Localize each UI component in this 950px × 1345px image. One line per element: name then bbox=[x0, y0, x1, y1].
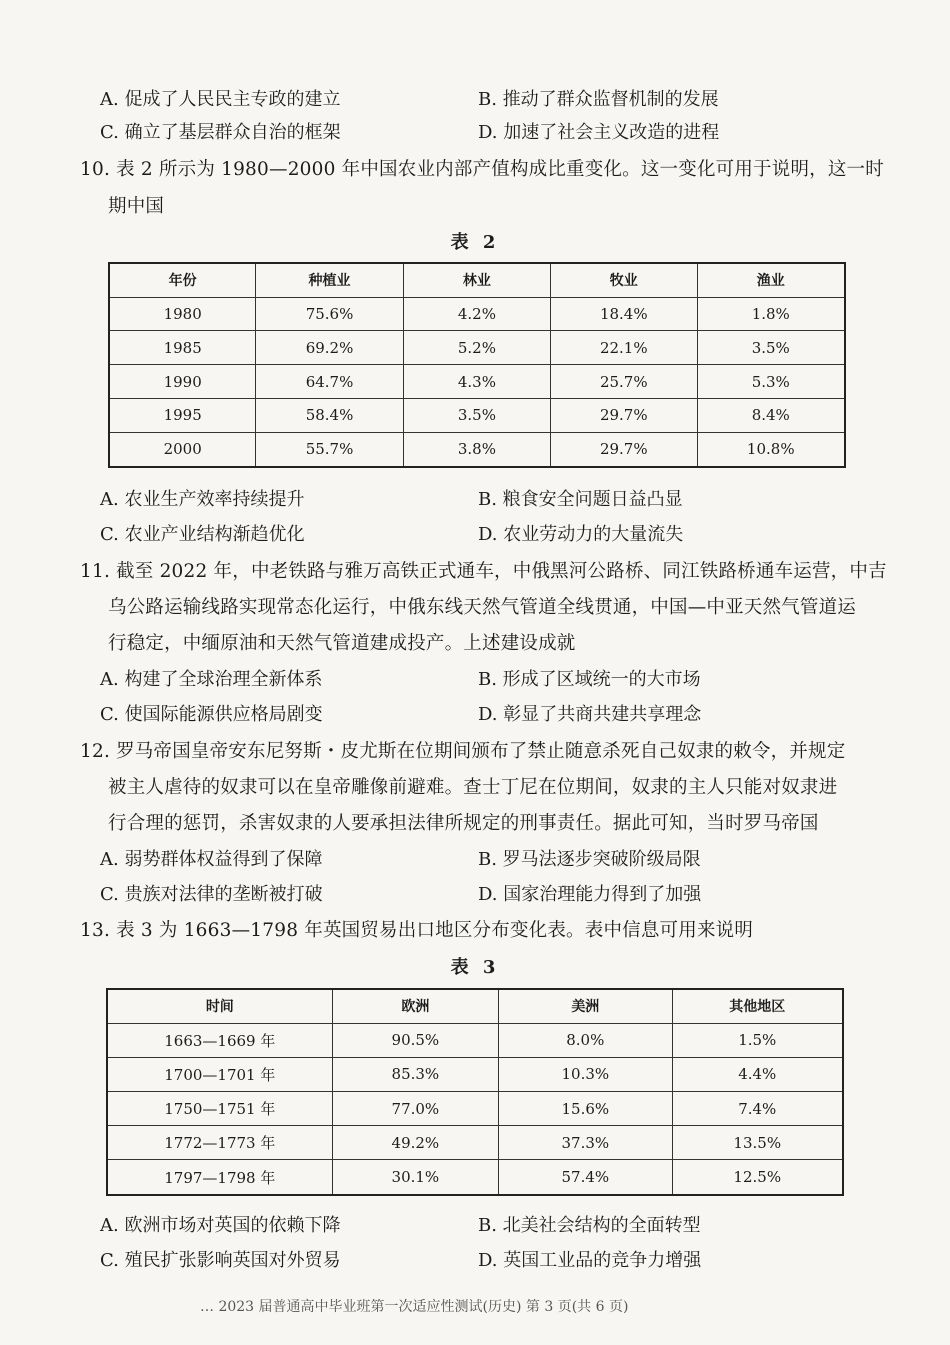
table-cell: 2000 bbox=[109, 432, 256, 467]
table-cell: 1995 bbox=[109, 398, 256, 432]
q9-option-d: D. 加速了社会主义改造的进程 bbox=[478, 122, 720, 143]
table-cell: 1.5% bbox=[672, 1023, 843, 1057]
table-2-caption: 表 2 bbox=[450, 232, 500, 253]
table-cell: 29.7% bbox=[551, 432, 697, 467]
q12-options-row-2 bbox=[100, 880, 860, 910]
table-row bbox=[107, 1091, 843, 1125]
table-cell: 5.2% bbox=[403, 331, 550, 365]
table-cell: 8.0% bbox=[499, 1023, 672, 1057]
q13-option-b: B. 北美社会结构的全面转型 bbox=[478, 1215, 701, 1236]
table-cell: 1700—1701 年 bbox=[107, 1057, 332, 1091]
table-cell: 10.8% bbox=[697, 432, 845, 467]
q13-option-d: D. 英国工业品的竞争力增强 bbox=[478, 1250, 702, 1271]
table-3-header-row bbox=[107, 989, 843, 1023]
q9-option-b: B. 推动了群众监督机制的发展 bbox=[478, 89, 719, 110]
table-cell: 37.3% bbox=[499, 1126, 672, 1160]
table-row bbox=[109, 432, 845, 467]
table-cell: 1750—1751 年 bbox=[107, 1091, 332, 1125]
table-cell: 49.2% bbox=[332, 1126, 498, 1160]
table-cell: 4.3% bbox=[403, 365, 550, 399]
q10-stem-line-1: 10. 表 2 所示为 1980—2000 年中国农业内部产值构成比重变化。这一变化可用于说明，这一时 bbox=[80, 159, 884, 180]
table-cell: 22.1% bbox=[551, 331, 697, 365]
table-row bbox=[107, 1126, 843, 1160]
table-cell: 55.7% bbox=[256, 432, 403, 467]
table-row bbox=[109, 331, 845, 365]
table-cell: 1980 bbox=[109, 297, 256, 331]
table-row bbox=[109, 297, 845, 331]
table-cell: 64.7% bbox=[256, 365, 403, 399]
table-row bbox=[107, 1160, 843, 1195]
table-cell: 77.0% bbox=[332, 1091, 498, 1125]
table-cell: 75.6% bbox=[256, 297, 403, 331]
q13-options-row-2 bbox=[100, 1246, 860, 1276]
table-2-header-year: 年份 bbox=[109, 263, 256, 297]
q12-option-a: A. 弱势群体权益得到了保障 bbox=[100, 849, 323, 870]
table-cell: 1772—1773 年 bbox=[107, 1126, 332, 1160]
q9-options-row-1 bbox=[100, 85, 860, 115]
table-cell: 3.5% bbox=[697, 331, 845, 365]
table-2-header-forestry: 林业 bbox=[403, 263, 550, 297]
table-row bbox=[107, 1057, 843, 1091]
table-cell: 1985 bbox=[109, 331, 256, 365]
q13-stem-line-1: 13. 表 3 为 1663—1798 年英国贸易出口地区分布变化表。表中信息可用来说明 bbox=[80, 920, 754, 941]
table-cell: 8.4% bbox=[697, 398, 845, 432]
table-3-header-period: 时间 bbox=[107, 989, 332, 1023]
table-cell: 7.4% bbox=[672, 1091, 843, 1125]
table-3 bbox=[106, 988, 844, 1196]
q9-options-row-2 bbox=[100, 118, 860, 148]
table-2-header-row bbox=[109, 263, 845, 297]
q11-stem-line-2: 乌公路运输线路实现常态化运行，中俄东线天然气管道全线贯通，中国—中亚天然气管道运 bbox=[108, 597, 857, 618]
table-2-header-livestock: 牧业 bbox=[551, 263, 697, 297]
table-3-caption: 表 3 bbox=[450, 957, 500, 978]
table-row bbox=[109, 398, 845, 432]
table-row bbox=[107, 1023, 843, 1057]
q11-option-b: B. 形成了区域统一的大市场 bbox=[478, 669, 701, 690]
table-cell: 13.5% bbox=[672, 1126, 843, 1160]
table-cell: 1663—1669 年 bbox=[107, 1023, 332, 1057]
q10-option-b: B. 粮食安全问题日益凸显 bbox=[478, 489, 683, 510]
q12-option-b: B. 罗马法逐步突破阶级局限 bbox=[478, 849, 701, 870]
q10-options-row-1 bbox=[100, 485, 860, 515]
q12-stem-line-3: 行合理的惩罚，杀害奴隶的人要承担法律所规定的刑事责任。据此可知，当时罗马帝国 bbox=[108, 813, 819, 834]
table-3-header-europe: 欧洲 bbox=[332, 989, 498, 1023]
q10-option-a: A. 农业生产效率持续提升 bbox=[100, 489, 305, 510]
table-cell: 29.7% bbox=[551, 398, 697, 432]
table-cell: 15.6% bbox=[499, 1091, 672, 1125]
table-cell: 4.2% bbox=[403, 297, 550, 331]
table-cell: 25.7% bbox=[551, 365, 697, 399]
q13-option-c: C. 殖民扩张影响英国对外贸易 bbox=[100, 1250, 341, 1271]
q11-option-d: D. 彰显了共商共建共享理念 bbox=[478, 704, 702, 725]
table-cell: 4.4% bbox=[672, 1057, 843, 1091]
page-footer: … 2023 届普通高中毕业班第一次适应性测试(历史) 第 3 页(共 6 页) bbox=[200, 1299, 629, 1315]
q10-stem-line-2: 期中国 bbox=[108, 196, 165, 217]
q10-option-d: D. 农业劳动力的大量流失 bbox=[478, 524, 684, 545]
q11-options-row-1 bbox=[100, 665, 860, 695]
q13-options-row-1 bbox=[100, 1211, 860, 1241]
table-cell: 18.4% bbox=[551, 297, 697, 331]
table-cell: 90.5% bbox=[332, 1023, 498, 1057]
q11-option-a: A. 构建了全球治理全新体系 bbox=[100, 669, 323, 690]
table-cell: 12.5% bbox=[672, 1160, 843, 1195]
table-cell: 58.4% bbox=[256, 398, 403, 432]
table-cell: 3.8% bbox=[403, 432, 550, 467]
q12-stem-line-1: 12. 罗马帝国皇帝安东尼努斯・皮尤斯在位期间颁布了禁止随意杀死自己奴隶的敕令，并规定 bbox=[80, 741, 846, 762]
q10-option-c: C. 农业产业结构渐趋优化 bbox=[100, 524, 305, 545]
table-cell: 1797—1798 年 bbox=[107, 1160, 332, 1195]
q12-option-d: D. 国家治理能力得到了加强 bbox=[478, 884, 702, 905]
q9-option-c: C. 确立了基层群众自治的框架 bbox=[100, 122, 341, 143]
q10-options-row-2 bbox=[100, 520, 860, 550]
table-cell: 57.4% bbox=[499, 1160, 672, 1195]
table-cell: 3.5% bbox=[403, 398, 550, 432]
table-row bbox=[109, 365, 845, 399]
table-2 bbox=[108, 262, 846, 468]
q11-option-c: C. 使国际能源供应格局剧变 bbox=[100, 704, 323, 725]
table-cell: 10.3% bbox=[499, 1057, 672, 1091]
table-cell: 85.3% bbox=[332, 1057, 498, 1091]
table-cell: 30.1% bbox=[332, 1160, 498, 1195]
q12-stem-line-2: 被主人虐待的奴隶可以在皇帝雕像前避难。查士丁尼在位期间，奴隶的主人只能对奴隶进 bbox=[108, 777, 838, 798]
q13-option-a: A. 欧洲市场对英国的依赖下降 bbox=[100, 1215, 341, 1236]
table-3-header-other: 其他地区 bbox=[672, 989, 843, 1023]
q11-stem-line-1: 11. 截至 2022 年，中老铁路与雅万高铁正式通车，中俄黑河公路桥、同江铁路桥通车运营，中吉 bbox=[80, 561, 887, 582]
q12-option-c: C. 贵族对法律的垄断被打破 bbox=[100, 884, 323, 905]
table-2-header-fishery: 渔业 bbox=[697, 263, 845, 297]
q12-options-row-1 bbox=[100, 845, 860, 875]
q11-options-row-2 bbox=[100, 700, 860, 730]
table-3-header-americas: 美洲 bbox=[499, 989, 672, 1023]
q9-option-a: A. 促成了人民民主专政的建立 bbox=[100, 89, 341, 110]
q11-stem-line-3: 行稳定，中缅原油和天然气管道建成投产。上述建设成就 bbox=[108, 633, 576, 654]
table-cell: 69.2% bbox=[256, 331, 403, 365]
table-cell: 1990 bbox=[109, 365, 256, 399]
table-2-header-crop: 种植业 bbox=[256, 263, 403, 297]
table-cell: 5.3% bbox=[697, 365, 845, 399]
table-cell: 1.8% bbox=[697, 297, 845, 331]
